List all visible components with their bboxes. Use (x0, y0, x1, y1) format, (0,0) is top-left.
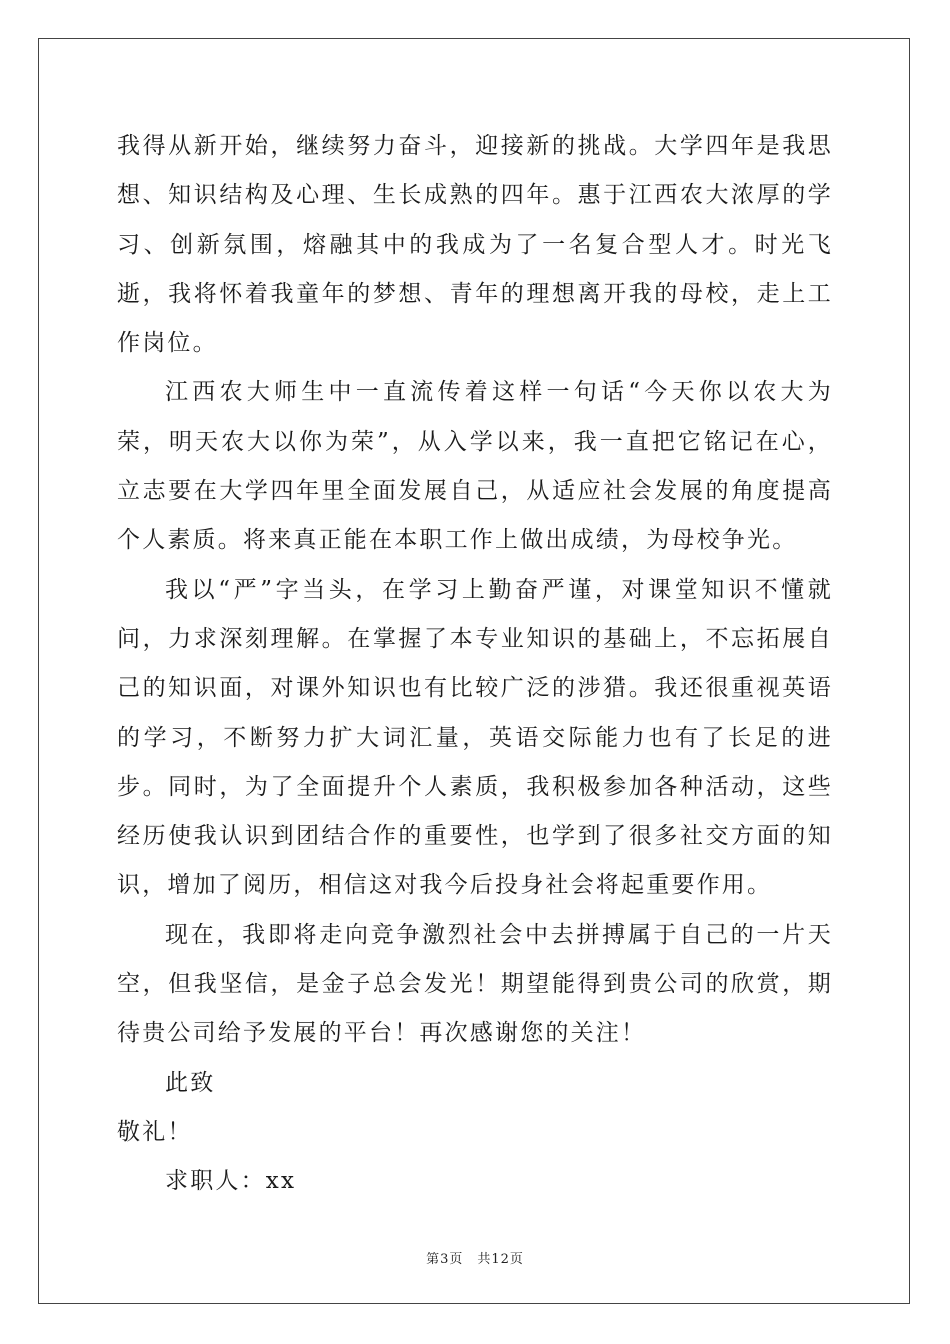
paragraph-3: 我以“严”字当头，在学习上勤奋严谨，对课堂知识不懂就问，力求深刻理解。在掌握了本专业知识的基础上，不忘拓展自己的知识面，对课外知识也有比较广泛的涉猎。我还很重视英语的学习，不断努力扩大词汇量，英语交际能力也有了长足的进步。同时，为了全面提升个人素质，我积极参加各种活动，这些经历使我认识到团结合作的重要性，也学到了很多社交方面的知识，增加了阅历，相信这对我今后投身社会将起重要作用。 (117, 576, 833, 899)
page-total: 共12页 (477, 1252, 524, 1267)
letter-body (117, 122, 833, 1207)
page-footer (0, 1248, 950, 1267)
closing-salutation: 此致 (165, 1069, 216, 1096)
page-number: 第3页 (426, 1252, 464, 1267)
paragraph-4: 现在，我即将走向竞争激烈社会中去拼搏属于自己的一片天空，但我坚信，是金子总会发光！期望能得到贵公司的欣赏，期待贵公司给予发展的平台！再次感谢您的关注！ (117, 921, 833, 1047)
paragraph-2: 江西农大师生中一直流传着这样一句话“今天你以农大为荣，明天农大以你为荣”，从入学以来，我一直把它铭记在心，立志要在大学四年里全面发展自己，从适应社会发展的角度提高个人素质。将来真正能在本职工作上做出成绩，为母校争光。 (117, 379, 833, 554)
closing-regards: 敬礼！ (117, 1118, 193, 1145)
paragraph-1: 我得从新开始，继续努力奋斗，迎接新的挑战。大学四年是我思想、知识结构及心理、生长成熟的四年。惠于江西农大浓厚的学习、创新氛围，熔融其中的我成为了一名复合型人才。时光飞逝，我将怀着我童年的梦想、青年的理想离开我的母校，走上工作岗位。 (117, 133, 833, 357)
signature-line: 求职人：xx (165, 1168, 297, 1195)
